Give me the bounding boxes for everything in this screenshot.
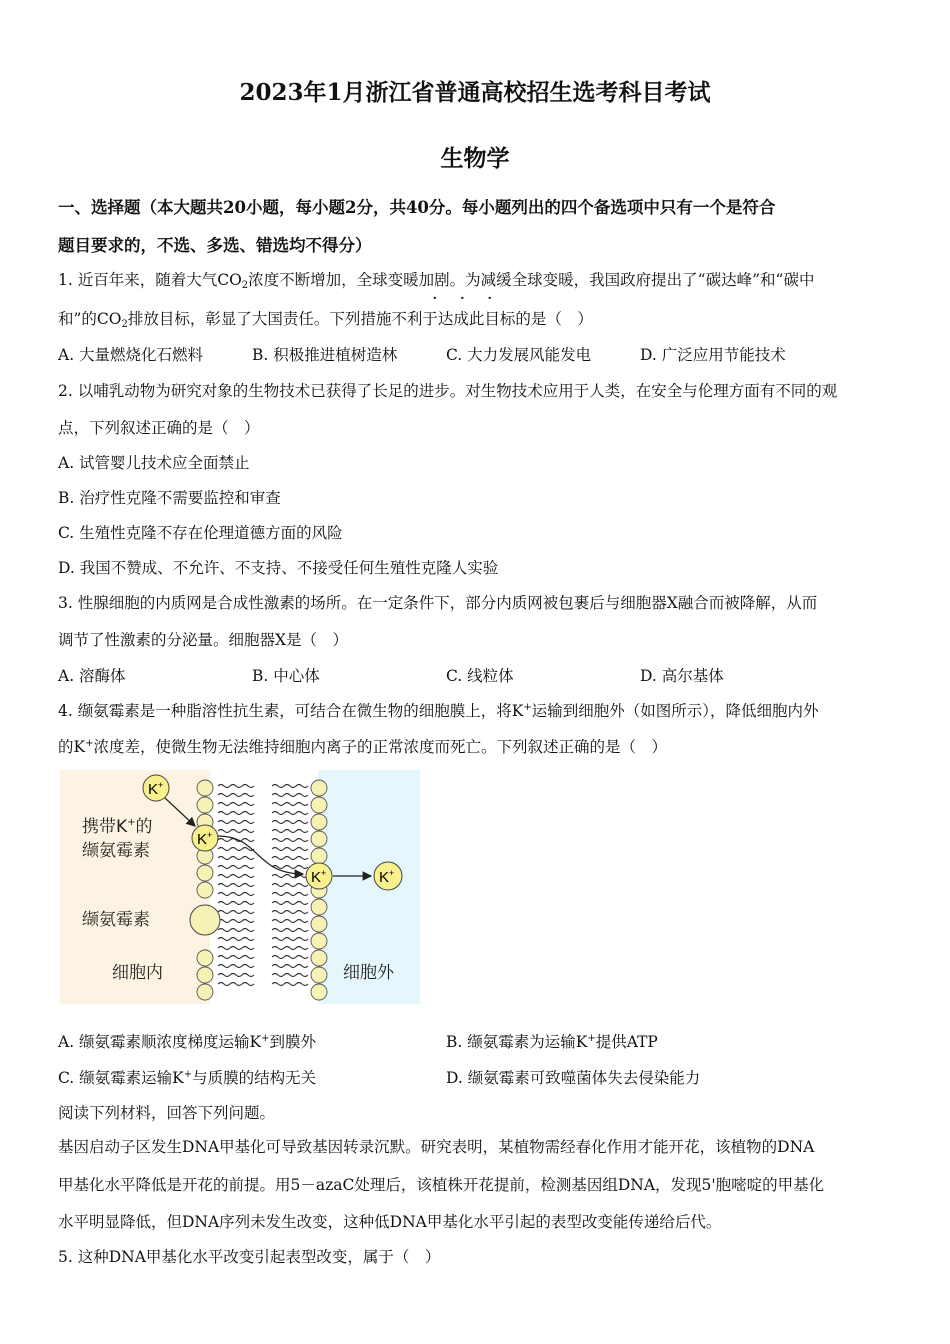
lipid-tail bbox=[218, 929, 254, 932]
lipid-tail bbox=[272, 857, 308, 860]
lipid-tail bbox=[218, 983, 254, 986]
lipid-tail bbox=[218, 857, 254, 860]
label-carrier-line2: 缬氨霉素 bbox=[82, 841, 150, 861]
k-ion-4-symbol: K bbox=[379, 869, 390, 886]
q1-text-c: 和”的CO bbox=[58, 310, 122, 328]
q1-text-d: 排放目标，彰显了大国责任。下列措施不利于达成此目标的是（ ） bbox=[127, 310, 593, 328]
k-ion-3-symbol: K bbox=[311, 869, 322, 886]
question-4-stem-cont bbox=[58, 735, 898, 757]
k-ion-1 bbox=[143, 775, 169, 801]
lipid-tail bbox=[272, 803, 308, 806]
q1-sub-a: 2 bbox=[241, 280, 249, 291]
lipid-tail bbox=[272, 983, 308, 986]
lipid-tail bbox=[272, 875, 308, 878]
lipid-tail bbox=[218, 866, 254, 869]
label-carrier-line1 bbox=[82, 817, 153, 837]
phospholipid-head bbox=[197, 865, 213, 881]
section-heading: 一、选择题（本大题共20小题，每小题2分，共40分。每小题列出的四个备选项中只有一个是符合 bbox=[58, 198, 776, 217]
label-carrier-suffix: 的 bbox=[135, 817, 153, 837]
label-carrier-charge: + bbox=[127, 817, 136, 828]
q3-option-b[interactable]: B. 中心体 bbox=[252, 667, 320, 685]
section-heading-cont: 题目要求的，不选、多选、错选均不得分） bbox=[58, 236, 372, 255]
lipid-tail bbox=[272, 839, 308, 842]
lipid-tail bbox=[218, 938, 254, 941]
lipid-tail bbox=[218, 974, 254, 977]
emphasis-dots: · · · bbox=[432, 288, 501, 309]
question-2-stem-cont: 点，下列叙述正确的是（ ） bbox=[58, 419, 260, 437]
k-ion-3-charge: + bbox=[321, 868, 327, 878]
lipid-tail bbox=[272, 929, 308, 932]
phospholipid-tails bbox=[218, 785, 308, 986]
q1-option-c[interactable]: C. 大力发展风能发电 bbox=[446, 346, 592, 364]
lipid-tail bbox=[218, 947, 254, 950]
q4-option-c[interactable] bbox=[58, 1066, 316, 1088]
reading-passage-1: 基因启动子区发生DNA甲基化可导致基因转录沉默。研究表明，某植物需经春化作用才能开花，该植物的DNA bbox=[58, 1138, 815, 1156]
lipid-tail bbox=[218, 965, 254, 968]
k-ion-4 bbox=[374, 862, 402, 890]
q4-option-c-sup: + bbox=[183, 1069, 193, 1080]
lipid-tail bbox=[218, 911, 254, 914]
lipid-tail bbox=[272, 974, 308, 977]
lipid-tail bbox=[272, 893, 308, 896]
subject-title: 生物学 bbox=[440, 145, 510, 172]
k-ion-3 bbox=[306, 863, 332, 889]
lipid-tail bbox=[218, 830, 254, 833]
q1-option-b[interactable]: B. 积极推进植树造林 bbox=[252, 346, 398, 364]
k-ion-2-symbol: K bbox=[197, 831, 208, 848]
q4-text-b: 运输到细胞外（如图所示），降低细胞内外 bbox=[531, 702, 819, 720]
lipid-tail bbox=[218, 848, 254, 851]
phospholipid-head bbox=[197, 780, 213, 796]
q4-option-b-text: B. 缬氨霉素为运输K bbox=[446, 1033, 588, 1051]
q4-option-c-tail: 与质膜的结构无关 bbox=[192, 1069, 317, 1087]
k-ion-2 bbox=[192, 825, 218, 851]
question-4-stem bbox=[58, 699, 898, 721]
exam-title: 2023年1月浙江省普通高校招生选考科目考试 bbox=[239, 79, 711, 106]
q4-option-a-tail: 到膜外 bbox=[269, 1033, 317, 1051]
lipid-tail bbox=[218, 902, 254, 905]
membrane-transport-figure bbox=[60, 770, 420, 1004]
lipid-tail bbox=[272, 821, 308, 824]
q4-option-d[interactable]: D. 缬氨霉素可致噬菌体失去侵染能力 bbox=[446, 1069, 701, 1087]
phospholipid-head bbox=[197, 984, 213, 1000]
lipid-tail bbox=[272, 911, 308, 914]
phospholipid-head bbox=[311, 831, 327, 847]
q1-option-a[interactable]: A. 大量燃烧化石燃料 bbox=[58, 346, 204, 364]
phospholipid-head bbox=[311, 984, 327, 1000]
question-1-stem-cont bbox=[58, 307, 898, 330]
lipid-tail bbox=[272, 884, 308, 887]
q2-option-a[interactable]: A. 试管婴儿技术应全面禁止 bbox=[58, 454, 250, 472]
phospholipid-head bbox=[311, 848, 327, 864]
label-cell-outside: 细胞外 bbox=[343, 963, 394, 983]
phospholipid-head bbox=[311, 814, 327, 830]
q1-option-d[interactable]: D. 广泛应用节能技术 bbox=[640, 346, 786, 364]
lipid-tail bbox=[272, 956, 308, 959]
lipid-tail bbox=[272, 785, 308, 788]
lipid-tail bbox=[218, 875, 254, 878]
q1-text-a: 1. 近百年来，随着大气CO bbox=[58, 271, 242, 289]
reading-intro: 阅读下列材料，回答下列问题。 bbox=[58, 1104, 276, 1122]
label-cell-inside: 细胞内 bbox=[112, 963, 163, 983]
lipid-tail bbox=[272, 947, 308, 950]
phospholipid-head bbox=[311, 780, 327, 796]
q1-text-b: 浓度不断增加，全球变暖加剧。为减缓全球变暖，我国政府提出了“碳达峰”和“碳中 bbox=[248, 271, 815, 289]
phospholipid-head bbox=[311, 950, 327, 966]
phospholipid-head bbox=[311, 967, 327, 983]
q4-option-b-tail: 提供ATP bbox=[595, 1033, 658, 1051]
q4-option-b-sup: + bbox=[587, 1033, 596, 1044]
q4-text-d: 浓度差，使微生物无法维持细胞内离子的正常浓度而死亡。下列叙述正确的是（ ） bbox=[93, 738, 667, 756]
k-ion-4-charge: + bbox=[389, 868, 395, 878]
q4-text-a: 4. 缬氨霉素是一种脂溶性抗生素，可结合在微生物的细胞膜上，将K bbox=[58, 702, 524, 720]
q4-sup-a: + bbox=[523, 702, 532, 713]
k-ion-1-charge: + bbox=[158, 780, 164, 790]
arrow-ion-crossing bbox=[218, 836, 303, 874]
lipid-tail bbox=[218, 785, 254, 788]
lipid-tail bbox=[272, 965, 308, 968]
q1-sub-b: 2 bbox=[121, 319, 128, 330]
question-5-stem: 5. 这种DNA甲基化水平改变引起表型改变，属于（ ） bbox=[58, 1248, 441, 1266]
phospholipid-head bbox=[197, 882, 213, 898]
q4-option-a-text: A. 缬氨霉素顺浓度梯度运输K bbox=[58, 1033, 262, 1051]
q2-option-d[interactable]: D. 我国不赞成、不允许、不支持、不接受任何生殖性克隆人实验 bbox=[58, 559, 499, 577]
lipid-tail bbox=[272, 830, 308, 833]
lipid-tail bbox=[218, 812, 254, 815]
q4-option-a[interactable] bbox=[58, 1030, 316, 1052]
q3-option-a[interactable]: A. 溶酶体 bbox=[58, 667, 126, 685]
reading-passage-3: 水平明显降低，但DNA序列未发生改变，这种低DNA甲基化水平引起的表型改变能传递给后代。 bbox=[58, 1213, 722, 1231]
phospholipid-head bbox=[197, 950, 213, 966]
lipid-tail bbox=[272, 920, 308, 923]
lipid-tail bbox=[272, 794, 308, 797]
q2-option-b[interactable]: B. 治疗性克隆不需要监控和审查 bbox=[58, 489, 281, 507]
lipid-tail bbox=[272, 848, 308, 851]
q4-sup-b: + bbox=[85, 738, 94, 749]
lipid-tail bbox=[272, 812, 308, 815]
lipid-tail bbox=[218, 803, 254, 806]
phospholipid-head bbox=[311, 933, 327, 949]
lipid-tail bbox=[272, 866, 308, 869]
question-3-stem: 3. 性腺细胞的内质网是合成性激素的场所。在一定条件下，部分内质网被包裹后与细胞器X融合而被降解，从而 bbox=[58, 594, 818, 612]
lipid-tail bbox=[218, 920, 254, 923]
reading-passage-2: 甲基化水平降低是开花的前提。用5－azaC处理后，该植株开花提前，检测基因组DNA，发现5'胞嘧啶的甲基化 bbox=[58, 1176, 825, 1194]
label-carrier-text: 携带K bbox=[82, 817, 128, 837]
question-3-stem-cont: 调节了性激素的分泌量。细胞器X是（ ） bbox=[58, 631, 349, 649]
q4-option-b[interactable] bbox=[446, 1030, 658, 1052]
phospholipid-head bbox=[197, 797, 213, 813]
lipid-tail bbox=[218, 794, 254, 797]
k-ion-1-symbol: K bbox=[148, 781, 159, 798]
q4-option-a-sup: + bbox=[261, 1033, 270, 1044]
k-ion-2-charge: + bbox=[207, 830, 213, 840]
lipid-tail bbox=[272, 902, 308, 905]
valinomycin-molecule bbox=[190, 905, 220, 935]
lipid-tail bbox=[218, 884, 254, 887]
q4-option-c-text: C. 缬氨霉素运输K bbox=[58, 1069, 184, 1087]
lipid-tail bbox=[218, 821, 254, 824]
label-valinomycin: 缬氨霉素 bbox=[82, 910, 150, 930]
q3-option-c[interactable]: C. 线粒体 bbox=[446, 667, 514, 685]
q4-text-c: 的K bbox=[58, 738, 86, 756]
question-2-stem: 2. 以哺乳动物为研究对象的生物技术已获得了长足的进步。对生物技术应用于人类，在安全与伦理方面有不同的观 bbox=[58, 382, 838, 400]
q3-option-d[interactable]: D. 高尔基体 bbox=[640, 667, 724, 685]
phospholipid-head bbox=[311, 899, 327, 915]
phospholipid-head bbox=[197, 967, 213, 983]
phospholipid-head bbox=[311, 916, 327, 932]
lipid-tail bbox=[272, 938, 308, 941]
q2-option-c[interactable]: C. 生殖性克隆不存在伦理道德方面的风险 bbox=[58, 524, 343, 542]
lipid-tail bbox=[218, 956, 254, 959]
lipid-tail bbox=[218, 893, 254, 896]
phospholipid-head bbox=[311, 797, 327, 813]
